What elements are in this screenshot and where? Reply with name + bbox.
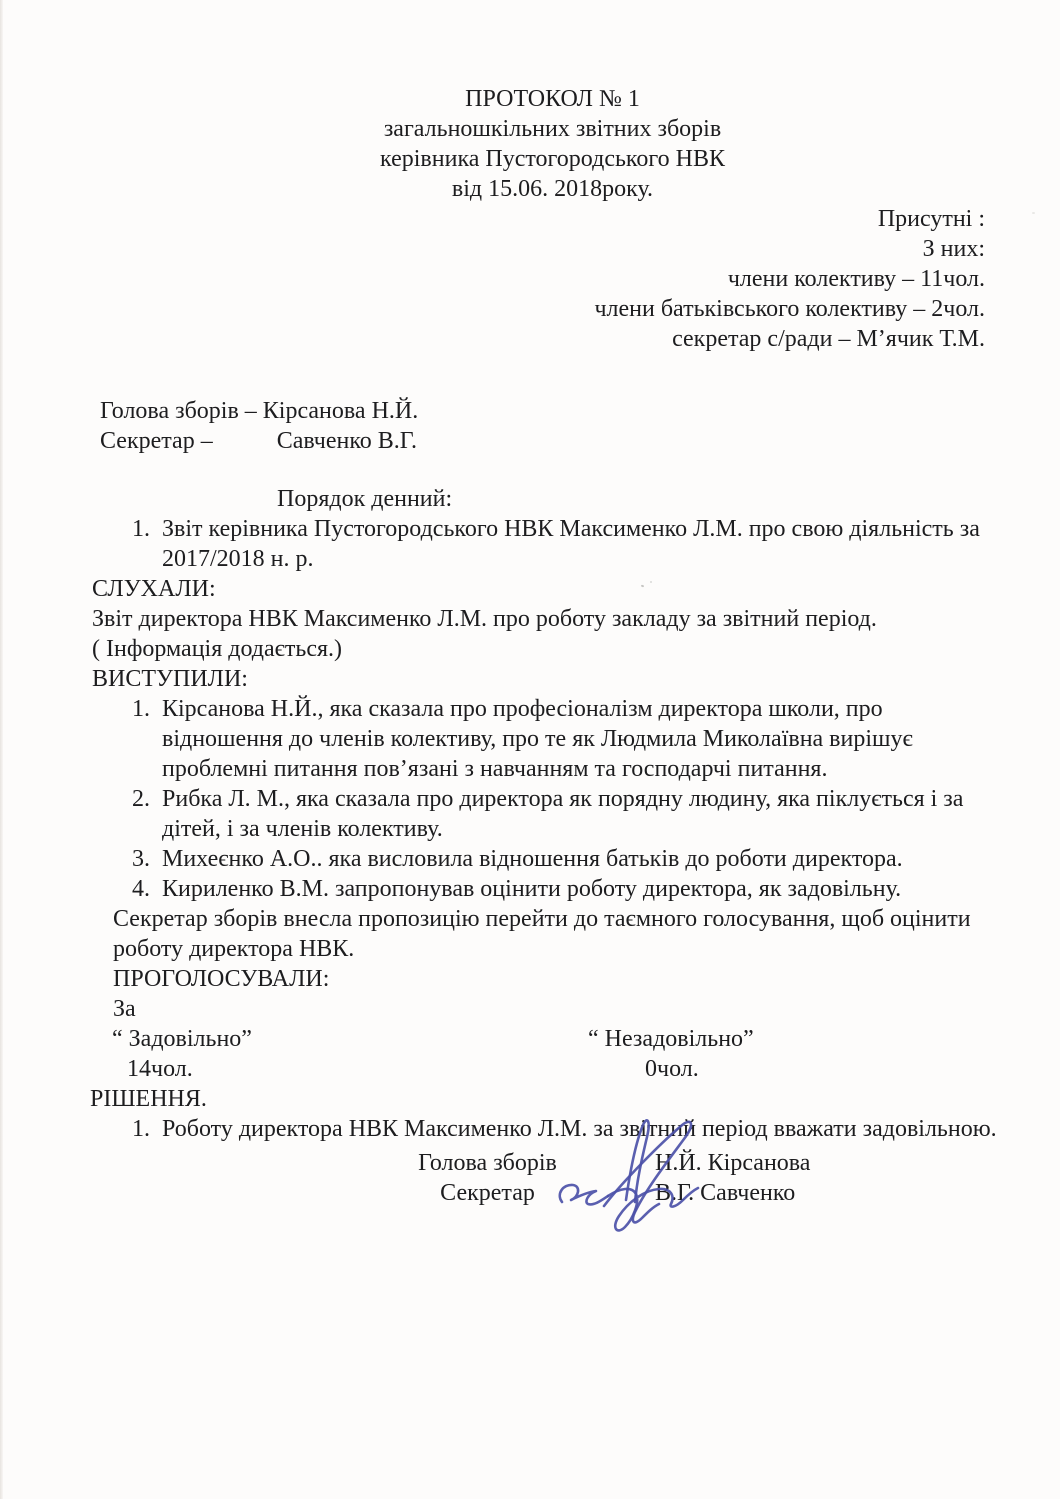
spoke-item xyxy=(100,874,1005,904)
document-title xyxy=(100,84,1005,204)
scan-speck xyxy=(1032,212,1035,214)
spoke-item xyxy=(100,784,1005,844)
signature-role-chair: Голова зборів xyxy=(418,1150,557,1176)
spoke-item-text: Кириленко В.М. запропонував оцінити роботу директора, як задовільну. xyxy=(162,876,902,902)
vote-counts-row xyxy=(100,1054,1005,1084)
vote-option-unsatisfactory-count: 0чол. xyxy=(645,1056,699,1082)
title-line-meeting-type: загальношкільних звітних зборів xyxy=(383,116,722,142)
signature-name-chair: Н.Й. Кірсанова xyxy=(655,1150,811,1176)
spoke-item-text: Кірсанова Н.Й., яка сказала про професіоналізм директора школи, про відношення до членів колективу, про те як Людмила Миколаївна вирішує проблемні питання пов’язані з навчанням та господарчі питання. xyxy=(162,696,913,782)
heard-body: Звіт директора НВК Максименко Л.М. про роботу закладу за звітний період. xyxy=(92,606,877,632)
heard-note: ( Інформація додається.) xyxy=(92,636,343,662)
vote-for-label: За xyxy=(113,996,136,1022)
signature-row-chair xyxy=(100,1148,1005,1178)
decision-item-number: 1. xyxy=(132,1116,150,1142)
meeting-secretary-line xyxy=(100,426,1005,456)
secretary-name: Савченко В.Г. xyxy=(276,428,417,454)
officials-block xyxy=(100,396,1005,456)
agenda-item-text: Звіт керівника Пустогородського НВК Максименко Л.М. про свою діяльність за 2017/2018 н. р. xyxy=(162,516,980,572)
vote-option-unsatisfactory-label: “ Незадовільно” xyxy=(588,1026,754,1052)
spoke-item-number: 1. xyxy=(132,696,150,722)
attendees-secretary: секретар с/ради – М’ячик Т.М. xyxy=(672,326,985,352)
attendees-block xyxy=(100,204,1005,354)
signature-name-secretary: В.Г. Савченко xyxy=(655,1180,796,1206)
vote-heading: ПРОГОЛОСУВАЛИ: xyxy=(113,966,330,992)
attendees-parents-count: члени батьківського колективу – 2чол. xyxy=(594,296,985,322)
spoke-item-text: Михеєнко А.О.. яка висловила відношення батьків до роботи директора. xyxy=(162,846,903,872)
title-line-protocol-number: ПРОТОКОЛ № 1 xyxy=(465,86,640,112)
signature-row-secretary xyxy=(100,1178,1005,1208)
secretary-proposal: Секретар зборів внесла пропозицію перейти до таємного голосування, щоб оцінити роботу директора НВК. xyxy=(113,906,971,962)
agenda-heading: Порядок денний: xyxy=(277,486,453,512)
spoke-item-number: 4. xyxy=(132,876,150,902)
spoke-item-number: 2. xyxy=(132,786,150,812)
signature-block xyxy=(100,1148,1005,1208)
spoke-heading: ВИСТУПИЛИ: xyxy=(92,666,248,692)
heard-heading: СЛУХАЛИ: xyxy=(92,576,216,602)
attendees-of-them-label: З них: xyxy=(922,236,985,262)
document-content xyxy=(90,84,1005,1208)
spoke-item-number: 3. xyxy=(132,846,150,872)
vote-option-satisfactory-count: 14чол. xyxy=(127,1056,193,1082)
meeting-chair-line: Голова зборів – Кірсанова Н.Й. xyxy=(100,398,419,424)
decision-item-text: Роботу директора НВК Максименко Л.М. за звітний період вважати задовільною. xyxy=(162,1116,997,1142)
decision-item xyxy=(100,1114,1005,1144)
spoke-item xyxy=(100,694,1005,784)
signature-role-secretary: Секретар xyxy=(440,1180,535,1206)
attendees-staff-count: члени колективу – 11чол. xyxy=(727,266,985,292)
spoke-item xyxy=(100,844,1005,874)
spoke-item-text: Рибка Л. М., яка сказала про директора як порядну людину, яка піклується і за дітей, і за членів колективу. xyxy=(162,786,964,842)
agenda-item xyxy=(100,514,1005,574)
title-line-institution: керівника Пустогородського НВК xyxy=(380,146,725,172)
agenda-item-number: 1. xyxy=(132,516,150,542)
attendees-present-label: Присутні : xyxy=(877,206,985,232)
decision-heading: РІШЕННЯ. xyxy=(90,1086,207,1112)
vote-options-row xyxy=(100,1024,1005,1054)
vote-option-satisfactory-label: “ Задовільно” xyxy=(112,1026,252,1052)
title-line-date: від 15.06. 2018року. xyxy=(451,176,654,202)
secretary-label: Секретар – xyxy=(100,428,213,454)
